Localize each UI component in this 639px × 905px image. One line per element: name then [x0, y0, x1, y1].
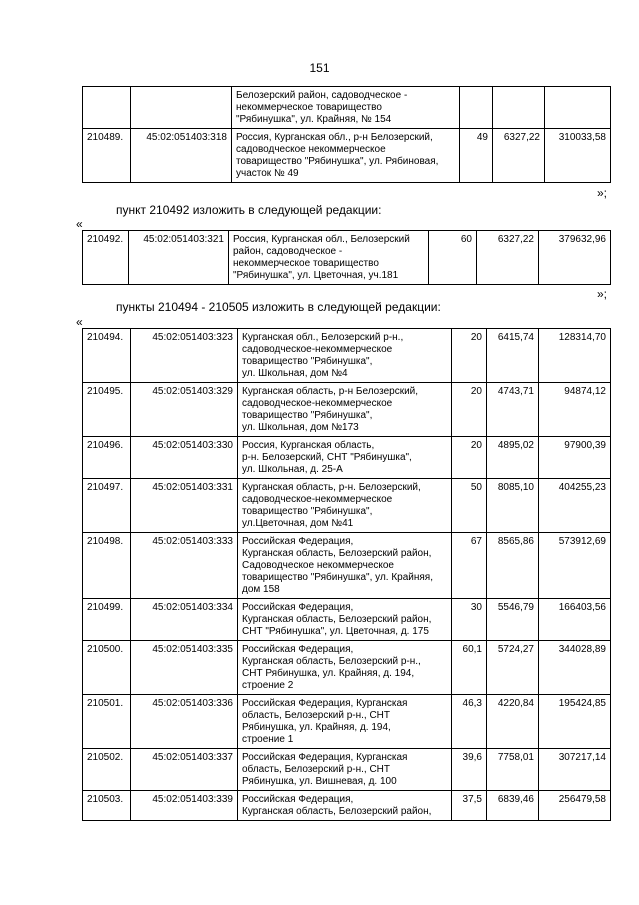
- cell-price: 6327,22: [493, 129, 545, 183]
- cell-addr: Российская Федерация, Курганская область, Белозерский район,: [238, 791, 452, 821]
- table-row: [83, 599, 611, 641]
- cell-area: [460, 87, 493, 129]
- cell-addr: Россия, Курганская обл., Белозерский район, садоводческое - некоммерческое товарищество "Рябинушка", ул. Цветочная, уч.181: [229, 231, 429, 285]
- cell-value: 573912,69: [539, 533, 611, 599]
- page-number: 151: [309, 61, 330, 75]
- table-row: [83, 695, 611, 749]
- cell-price: 7758,01: [487, 749, 539, 791]
- cell-area: 39,6: [452, 749, 487, 791]
- cell-price: 6415,74: [487, 329, 539, 383]
- cell-cad: 45:02:051403:321: [129, 231, 229, 285]
- table-row: [83, 749, 611, 791]
- cell-cad: 45:02:051403:334: [131, 599, 238, 641]
- cell-area: 20: [452, 383, 487, 437]
- table-row: [83, 437, 611, 479]
- cell-num: [83, 87, 131, 129]
- closing-quote: »;: [597, 287, 608, 301]
- cell-num: 210497.: [83, 479, 131, 533]
- cell-price: 4895,02: [487, 437, 539, 479]
- cell-num: 210496.: [83, 437, 131, 479]
- cell-area: 30: [452, 599, 487, 641]
- cell-addr: Российская Федерация, Курганская область, Белозерский р-н., СНТ Рябинушка, ул. Крайняя, д. 194, строение 2: [238, 641, 452, 695]
- cell-num: 210498.: [83, 533, 131, 599]
- table-row: [83, 479, 611, 533]
- opening-quote: «: [76, 217, 83, 231]
- cell-price: 4743,71: [487, 383, 539, 437]
- edit-instruction: пункты 210494 - 210505 изложить в следующей редакции:: [116, 300, 441, 314]
- cell-value: 310033,58: [545, 129, 611, 183]
- cell-area: 46,3: [452, 695, 487, 749]
- cell-area: 20: [452, 329, 487, 383]
- table-row: [83, 383, 611, 437]
- cell-cad: 45:02:051403:337: [131, 749, 238, 791]
- cell-value: 256479,58: [539, 791, 611, 821]
- cell-cad: 45:02:051403:339: [131, 791, 238, 821]
- cell-area: 60,1: [452, 641, 487, 695]
- cell-cad: [131, 87, 232, 129]
- table-row: [83, 641, 611, 695]
- cell-addr: Российская Федерация, Курганская область, Белозерский район, СНТ "Рябинушка", ул. Цветочная, д. 175: [238, 599, 452, 641]
- cell-cad: 45:02:051403:330: [131, 437, 238, 479]
- table-210494-210505: [82, 328, 611, 821]
- closing-quote: »;: [597, 186, 608, 200]
- cell-price: 5724,27: [487, 641, 539, 695]
- table-row: [83, 791, 611, 821]
- cell-value: 404255,23: [539, 479, 611, 533]
- cell-value: 344028,89: [539, 641, 611, 695]
- table-row: [83, 329, 611, 383]
- cell-num: 210503.: [83, 791, 131, 821]
- cell-cad: 45:02:051403:323: [131, 329, 238, 383]
- cell-cad: 45:02:051403:336: [131, 695, 238, 749]
- cell-num: 210500.: [83, 641, 131, 695]
- table-row: [83, 533, 611, 599]
- cell-price: 6839,46: [487, 791, 539, 821]
- cell-num: 210492.: [83, 231, 129, 285]
- cell-price: 4220,84: [487, 695, 539, 749]
- cell-num: 210502.: [83, 749, 131, 791]
- table-210492: [82, 230, 611, 285]
- table-row: [83, 231, 611, 285]
- cell-value: 94874,12: [539, 383, 611, 437]
- cell-addr: Россия, Курганская область, р-н. Белозерский, СНТ "Рябинушка", ул. Школьная, д. 25-А: [238, 437, 452, 479]
- cell-addr: Курганская обл., Белозерский р-н., садоводческое-некоммерческое товарищество "Рябинушка", ул. Школьная, дом №4: [238, 329, 452, 383]
- cell-price: 8565,86: [487, 533, 539, 599]
- cell-addr: Российская Федерация, Курганская область, Белозерский район, Садоводческое некоммерческое товарищество "Рябинушка", ул. Крайняя, дом 158: [238, 533, 452, 599]
- cell-price: [493, 87, 545, 129]
- cell-addr: Курганская область, р-н. Белозерский, садоводческое-некоммерческое товарищество "Рябинушка", ул.Цветочная, дом №41: [238, 479, 452, 533]
- cell-addr: Белозерский район, садоводческое - некоммерческое товарищество "Рябинушка", ул. Крайняя, № 154: [232, 87, 460, 129]
- cell-num: 210494.: [83, 329, 131, 383]
- table-row: [83, 129, 611, 183]
- table-row: [83, 87, 611, 129]
- cell-value: 166403,56: [539, 599, 611, 641]
- cell-area: 67: [452, 533, 487, 599]
- cell-cad: 45:02:051403:333: [131, 533, 238, 599]
- cell-area: 20: [452, 437, 487, 479]
- cell-value: 97900,39: [539, 437, 611, 479]
- cell-cad: 45:02:051403:335: [131, 641, 238, 695]
- table-continued: [82, 86, 611, 183]
- cell-price: 5546,79: [487, 599, 539, 641]
- cell-num: 210495.: [83, 383, 131, 437]
- cell-area: 60: [429, 231, 477, 285]
- cell-cad: 45:02:051403:318: [131, 129, 232, 183]
- cell-area: 37,5: [452, 791, 487, 821]
- cell-value: 379632,96: [539, 231, 611, 285]
- cell-num: 210501.: [83, 695, 131, 749]
- cell-cad: 45:02:051403:331: [131, 479, 238, 533]
- cell-num: 210489.: [83, 129, 131, 183]
- cell-value: 195424,85: [539, 695, 611, 749]
- cell-addr: Российская Федерация, Курганская область, Белозерский р-н., СНТ Рябинушка, ул. Крайняя, д. 194, строение 1: [238, 695, 452, 749]
- cell-addr: Курганская область, р-н Белозерский, садоводческое-некоммерческое товарищество "Рябинушка", ул. Школьная, дом №173: [238, 383, 452, 437]
- cell-addr: Россия, Курганская обл., р-н Белозерский, садоводческое некоммерческое товарищество "Рябинушка", ул. Рябиновая, участок № 49: [232, 129, 460, 183]
- cell-area: 50: [452, 479, 487, 533]
- cell-area: 49: [460, 129, 493, 183]
- cell-price: 8085,10: [487, 479, 539, 533]
- cell-num: 210499.: [83, 599, 131, 641]
- opening-quote: «: [76, 315, 83, 329]
- cell-addr: Российская Федерация, Курганская область, Белозерский р-н., СНТ Рябинушка, ул. Вишневая, д. 100: [238, 749, 452, 791]
- cell-price: 6327,22: [477, 231, 539, 285]
- edit-instruction: пункт 210492 изложить в следующей редакции:: [116, 203, 382, 217]
- cell-cad: 45:02:051403:329: [131, 383, 238, 437]
- cell-value: [545, 87, 611, 129]
- cell-value: 128314,70: [539, 329, 611, 383]
- cell-value: 307217,14: [539, 749, 611, 791]
